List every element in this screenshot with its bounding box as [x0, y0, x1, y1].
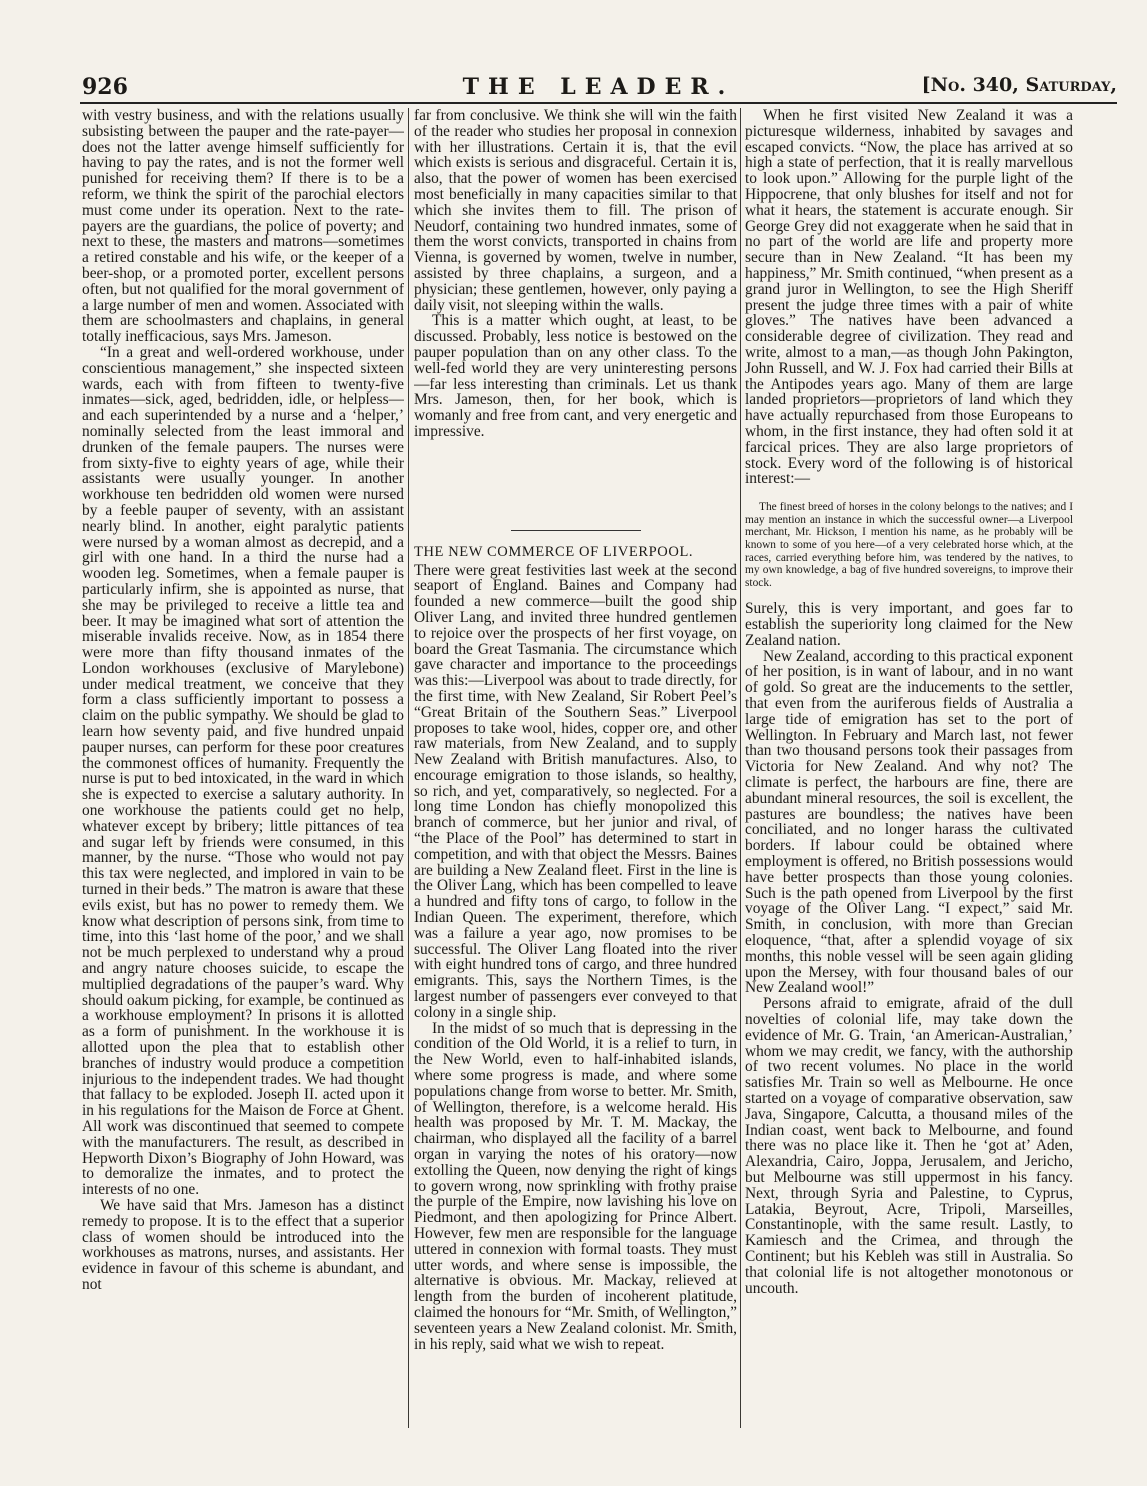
paragraph: Persons afraid to emigrate, afraid of the dull novelties of colonial life, may take down the evidence of Mr. G. Train, ‘an American-Australian,’ whom we may credit, we fancy, with the authorship of two recent volumes. No place in the world satisfies Mr. Train so well as Melbourne. He once started on a voyage of comparative observation, saw Java, Singapore, Calcutta, a thousand miles of the Indian coast, went back to Melbourne, and found there was no place like it. Then he ‘got at’ Aden, Alexandria, Cairo, Joppa, Jerusalem, and Jericho, but Melbourne was still uppermost in his fancy. Next, through Syria and Palestine, to Cyprus, Latakia, Beyrout, Acre, Tripoli, Marseilles, Constantinople, with the same result. Lastly, to Kamiesch and the Crimea, and through the Continent; but his Kebleh was still in Australia. So that colonial life is not altogether monotonous or uncouth.: [745, 995, 1073, 1297]
paragraph: New Zealand, according to this practical exponent of her position, is in want of labour, and in no want of gold. So great are the inducements to the settler, that even from the auriferous fields of Australia a large tide of emigration has set to the port of Wellington. In February and March last, not fewer than two thousand persons took their passages from Victoria for New Zealand. And why not? The climate is perfect, the harbours are fine, there are abundant mineral resources, the soil is excellent, the pastures are boundless; the natives have been conciliated, and no longer harass the cultivated borders. If labour could be obtained where employment is offered, no British possessions would have better prospects than those young colonies. Such is the path opened from Liverpool by the first voyage of the Oliver Lang. “I expect,” said Mr. Smith, in conclusion, with more than Grecian eloquence, “that, after a splendid voyage of six months, this noble vessel will be seen again gliding upon the Mersey, with four thousand bales of our New Zealand wool!”: [745, 647, 1073, 997]
paragraph: Surely, this is very important, and goes far to establish the superiority long claimed for the New Zealand nation.: [745, 600, 1073, 649]
column-divider: [408, 108, 409, 1428]
block-quote: [745, 501, 1073, 589]
paragraph: There were great festivities last week at the second seaport of England. Baines and Company had founded a new commerce—built the good ship Oliver Lang, and invited three hundred gentlemen to rejoice over the prospects of her first voyage, on board the Great Tasmania. The circumstance which gave character and importance to the proceedings was this:—Liverpool was about to trade directly, for the first time, with New Zealand, Sir Robert Peel’s “Great Britain of the Southern Seas.” Liverpool proposes to take wool, hides, copper ore, and other raw materials, from New Zealand, and to supply New Zealand with British manufactures. Also, to encourage emigration to those islands, so healthy, so rich, and yet, comparatively, so neglected. For a long time London has chiefly monopolized this branch of commerce, but her junior and rival, of “the Place of the Pool” has determined to start in competition, and with that object the Messrs. Baines are building a New Zealand fleet. First in the line is the Oliver Lang, which has been compelled to leave a hundred and fifty tons of cargo, to follow in the Indian Queen. The experiment, therefore, which was a failure a year ago, now promises to be successful. The Oliver Lang floated into the river with eight hundred tons of cargo, and three hundred emigrants. This, says the Northern Times, is the largest number of passengers ever conveyed to that colony in a single ship.: [414, 561, 737, 1021]
header-rule: [80, 102, 1117, 104]
paragraph: In the midst of so much that is depressing in the condition of the Old World, it is a relief to turn, in the New World, even to half-inhabited islands, where some progress is made, and where some populations change from worse to better. Mr. Smith, of Wellington, therefore, is a welcome herald. His health was proposed by Mr. T. M. Mackay, the chairman, who displayed all the facility of a barrel organ in varying the notes of his oratory—now extolling the Queen, now denying the right of kings to govern wrong, now sprinkling with frothy praise the purple of the Empire, now lavishing his love on Piedmont, and then apologizing for Prince Albert. However, few men are responsible for the language uttered in connexion with formal toasts. They must utter words, and where sense is impossible, the alternative is obvious. Mr. Mackay, relieved at length from the burden of incoherent platitude, claimed the honours for “Mr. Smith, of Wellington,” seventeen years a New Zealand colonist. Mr. Smith, in his reply, said what we wish to repeat.: [414, 1019, 737, 1353]
page-header: [80, 74, 1117, 102]
column-divider: [740, 108, 741, 1428]
quote-text: The finest breed of horses in the colony belongs to the natives; and I may mention an instance in which the successful owner—a Liverpool merchant, Mr. Hickson, I mention his name, as he probably will be known to some of you here—of a very celebrated horse which, at the races, carried everything before him, was tendered by the natives, to my own knowledge, a bag of five hundred sovereigns, to improve their stock.: [745, 501, 1073, 589]
paragraph: with vestry business, and with the relations usually subsisting between the pauper and the rate-payer—does not the latter avenge himself sufficiently for having to pay the rates, and is not the former well punished for receiving them? If there is to be a reform, we think the spirit of the parochial electors must come under its operation. Next to the rate-payers are the guardians, the police of poverty; and next to these, the masters and matrons—sometimes a retired constable and his wife, or the keeper of a beer-shop, or a promoted porter, excellent persons often, but not qualified for the moral government of a large number of men and women. Associated with them are schoolmasters and chaplains, in general totally inefficacious, says Mrs. Jameson.: [82, 108, 404, 346]
paragraph: This is a matter which ought, at least, to be discussed. Probably, less notice is bestowed on the pauper population than on any other class. To the well-fed world they are very uninteresting persons—far less interesting than criminals. Let us thank Mrs. Jameson, then, for her book, which is womanly and free from cant, and very energetic and impressive.: [414, 312, 737, 440]
paragraph: “In a great and well-ordered workhouse, under conscientious management,” she inspected sixteen wards, each with from fifteen to twenty-five inmates—sick, aged, bedridden, idle, or helpless—and each superintended by a nurse and a ‘helper,’ nominally selected from the least immoral and drunken of the female paupers. The nurses were from sixty-five to eighty years of age, while their assistants were usually younger. In another workhouse ten bedridden old women were nursed by a feeble pauper of seventy, with an assistant nearly blind. In another, eight paralytic patients were nursed by a woman almost as decrepid, and a girl with one hand. In a third the nurse had a wooden leg. Sometimes, when a female pauper is particularly infirm, she is appointed as nurse, that she may be privileged to receive a little tea and beer. It may be imagined what sort of attention the miserable invalids receive. Now, as in 1854 there were more than fifty thousand inmates of the London workhouses (exclusive of Marylebone) under medical treatment, we conceive that they form a class sufficiently important to possess a claim on the public sympathy. We should be glad to learn how seventy paid, and five hundred unpaid pauper nurses, can perform for these poor creatures the commonest offices of humanity. Frequently the nurse is put to bed intoxicated, in the ward in which she is expected to exercise a salutary authority. In one workhouse the patients could get no help, whatever except by bribery; little pittances of tea and sugar left by friends were consumed, in this manner, by the nurse. “Those who would not pay this tax were neglected, and implored in vain to be turned in their beds.” The matron is aware that these evils exist, but has no power to remedy them. We know what description of persons sink, from time to time, into this ‘last home of the poor,’ and we shall not be much perplexed to understand why a proud and angry nature chooses suicide, to escape the multiplied degradations of the pauper’s ward. Why should oakum picking, for example, be continued as a workhouse employment? In prisons it is allotted as a form of punishment. In the workhouse it is allotted upon the plea that to establish other branches of industry would produce a competition injurious to the independent trades. We had thought that fallacy to be exploded. Joseph II. acted upon it in his regulations for the Maison de Force at Ghent. All work was discontinued that seemed to compete with the manufacturers. The result, as described in Hepworth Dixon’s Biography of John Howard, was to demoralize the inmates, and to protect the interests of no one.: [82, 343, 404, 1199]
paragraph: We have said that Mrs. Jameson has a distinct remedy to propose. It is to the effect that a superior class of women should be introduced into the workhouses as matrons, nurses, and assistants. Her evidence in favour of this scheme is abundant, and not: [82, 1196, 404, 1293]
paragraph: When he first visited New Zealand it was a picturesque wilderness, inhabited by savages and escaped convicts. “Now, the place has arrived at so high a state of perfection, that it is really marvellous to look upon.” Allowing for the purple light of the Hippocrene, that only blushes for itself and not for what it hears, the statement is accurate enough. Sir George Grey did not exaggerate when he said that in no part of the world are life and property more secure than in New Zealand. “It has been my happiness,” Mr. Smith continued, “when present as a grand juror in Wellington, to see the High Sheriff present the judge three times with a pair of white gloves.” The natives have been advanced a considerable degree of civilization. They read and write, almost to a man,—as though John Pakington, John Russell, and W. J. Fox had carried their Bills at the Antipodes years ago. Many of them are large landed proprietors—proprietors of land which they have actually repurchased from those Europeans to whom, in the first instance, they had often sold it at farcical prices. They are also large proprietors of stock. Every word of the following is of historical interest:—: [745, 108, 1073, 488]
column-1: [82, 108, 404, 1438]
section-separator: [511, 530, 641, 531]
article-heading: THE NEW COMMERCE OF LIVERPOOL.: [414, 543, 694, 560]
paragraph: far from conclusive. We think she will win the faith of the reader who studies her proposal in connexion with her illustrations. Certain it is, that the evil which exists is serious and disgraceful. Certain it is, also, that the power of women has been exercised most beneficially in many capacities similar to that which she invites them to fill. The prison of Neudorf, containing two hundred inmates, some of them the worst convicts, transported in chains from Vienna, is governed by women, twelve in number, assisted by three chaplains, a surgeon, and a physician; these gentlemen, however, only paying a daily visit, not sleeping within the walls.: [414, 108, 737, 314]
masthead-title: THE LEADER.: [462, 74, 735, 100]
issue-label: [No. 340, Saturday,: [921, 74, 1117, 96]
column-3: [745, 108, 1073, 1438]
page-number: 926: [82, 74, 128, 100]
column-2: [414, 108, 737, 1438]
